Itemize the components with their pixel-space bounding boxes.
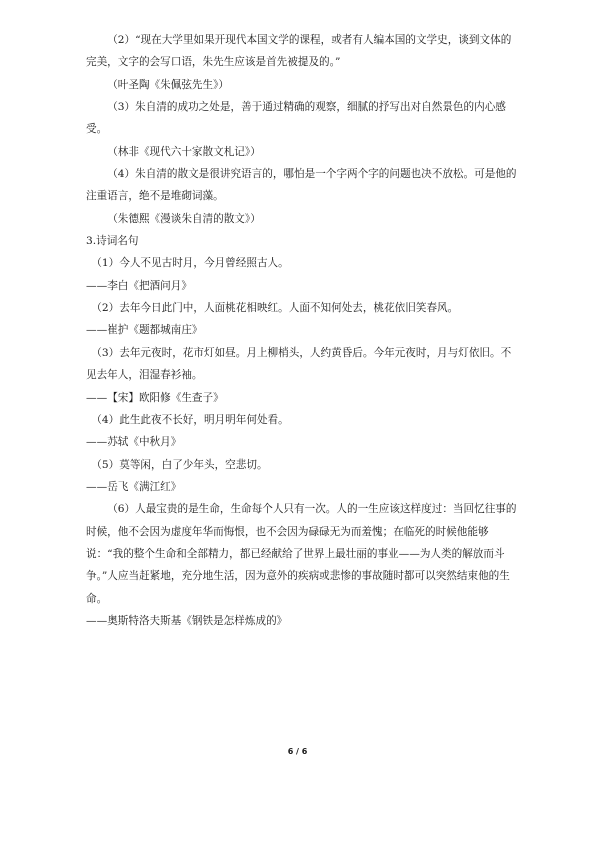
poem-line-6: （6）人最宝贵的是生命，生命每个人只有一次。人的一生应该这样度过：当回忆往事的时候，他不会因为虚度年华而悔恨，也不会因为碌碌无为而羞愧；在临死的时候他能够说：“我的整个生命和全部精力，都已经献给了世界上最壮丽的事业——为人类的解放而斗争。”人应当赶紧地，充分地生活，因为意外的疾病或悲惨的事故随时都可以突然结束他的生命。 [86, 503, 517, 605]
document-body [86, 29, 520, 632]
poem-line-4: （4）此生此夜不长好，明月明年何处看。 [91, 413, 289, 426]
quote-paragraph-3: （3）朱自清的成功之处是，善于通过精确的观察，细腻的抒写出对自然景色的内心感受。 [86, 101, 506, 136]
poem-source-3: ——【宋】欧阳修《生查子》 [86, 391, 224, 404]
poem-line-3: （3）去年元夜时，花市灯如昼。月上柳梢头，人约黄昏后。今年元夜时，月与灯依旧。不见去年人，泪湿春衫袖。 [86, 346, 512, 382]
poem-line-5: （5）莫等闲，白了少年头，空悲切。 [91, 458, 268, 471]
quote-source-4: （朱德熙《漫谈朱自清的散文》） [107, 212, 261, 225]
quote-paragraph-2: （2）“现在大学里如果开现代本国文学的课程，或者有人编本国的文学史，谈到文体的完美，文字的会写口语，朱先生应该是首先被提及的。” [86, 34, 512, 69]
poem-source-5: ——岳飞《满江红》 [86, 480, 182, 493]
poem-source-2: ——崔护《题都城南庄》 [86, 324, 203, 337]
quote-paragraph-4: （4）朱自清的散文是很讲究语言的，哪怕是一个字两个字的问题也决不放松。可是他的注重语言，绝不是堆砌词藻。 [86, 168, 517, 203]
poem-source-1: ——李白《把酒问月》 [86, 279, 192, 292]
section-heading-poems: 3.诗词名句 [86, 235, 139, 248]
quote-source-3: （林非《现代六十家散文札记》） [107, 145, 261, 158]
poem-line-1: （1）今人不见古时月，今月曾经照古人。 [91, 257, 289, 270]
page-number: 6 / 6 [287, 747, 308, 756]
quote-source-2: （叶圣陶《朱佩弦先生》） [107, 78, 230, 91]
poem-line-2: （2）去年今日此门中，人面桃花相映红。人面不知何处去，桃花依旧笑春风。 [91, 302, 459, 315]
poem-source-6: ——奥斯特洛夫斯基《钢铁是怎样炼成的》 [86, 614, 288, 627]
poem-source-4: ——苏轼《中秋月》 [86, 436, 182, 449]
